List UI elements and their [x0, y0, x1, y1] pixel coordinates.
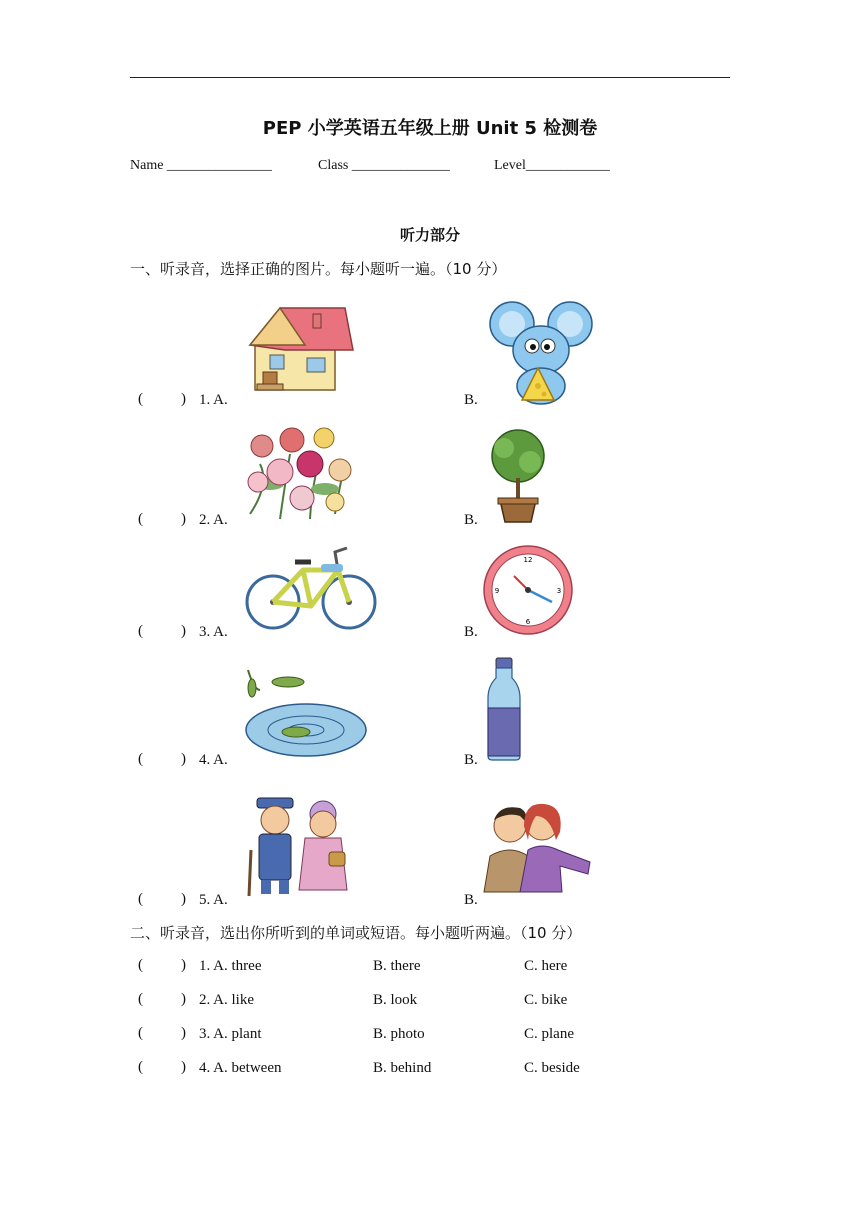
option-c: C. beside — [524, 1060, 580, 1076]
clock-icon[interactable] — [480, 542, 576, 638]
bike-icon[interactable] — [243, 540, 379, 632]
water-bottle-icon[interactable] — [484, 656, 524, 762]
level-field[interactable]: Level____________ — [494, 158, 610, 173]
option-b: B. there — [373, 958, 421, 974]
option-b: B. look — [373, 992, 418, 1008]
svg-text:9: 9 — [494, 587, 500, 595]
answer-bracket[interactable]: ( ) — [138, 991, 186, 1007]
option-b-label: B. — [464, 392, 478, 408]
answer-bracket[interactable]: ( ) — [138, 1025, 186, 1041]
listening-section-title: 听力部分 — [399, 226, 460, 244]
option-c: C. plane — [524, 1026, 574, 1042]
answer-bracket[interactable]: ( ) — [138, 511, 186, 527]
option-c: C. here — [524, 958, 568, 974]
svg-text:12: 12 — [523, 556, 533, 564]
option-b-label: B. — [464, 624, 478, 640]
page-title: PEP 小学英语五年级上册 Unit 5 检测卷 — [262, 118, 598, 139]
answer-bracket[interactable]: ( ) — [138, 751, 186, 767]
question-label: 1. A. — [199, 392, 228, 408]
mouse-icon[interactable] — [488, 298, 596, 408]
question-label: 4. A. — [199, 752, 228, 768]
option-b: B. photo — [373, 1026, 425, 1042]
part1-instruction: 一、听录音，选择正确的图片。每小题听一遍。（10 分） — [130, 260, 507, 278]
svg-text:3: 3 — [556, 587, 562, 595]
option-a: 3. A. plant — [199, 1026, 262, 1042]
option-b: B. behind — [373, 1060, 432, 1076]
option-c: C. bike — [524, 992, 568, 1008]
option-a: 2. A. like — [199, 992, 254, 1008]
flowers-icon[interactable] — [240, 424, 356, 522]
answer-bracket[interactable]: ( ) — [138, 957, 186, 973]
question-label: 2. A. — [199, 512, 228, 528]
option-b-label: B. — [464, 512, 478, 528]
leaf-water-icon[interactable] — [240, 660, 370, 764]
question-label: 5. A. — [199, 892, 228, 908]
answer-bracket[interactable]: ( ) — [138, 391, 186, 407]
potted-tree-icon[interactable] — [486, 428, 550, 524]
couple-icon[interactable] — [480, 796, 592, 894]
answer-bracket[interactable]: ( ) — [138, 891, 186, 907]
option-a: 4. A. between — [199, 1060, 282, 1076]
house-icon[interactable] — [245, 300, 355, 395]
top-rule — [130, 77, 730, 78]
svg-text:6: 6 — [525, 618, 531, 626]
option-b-label: B. — [464, 892, 478, 908]
option-b-label: B. — [464, 752, 478, 768]
answer-bracket[interactable]: ( ) — [138, 623, 186, 639]
option-a: 1. A. three — [199, 958, 262, 974]
class-field[interactable]: Class ______________ — [318, 158, 450, 173]
part2-instruction: 二、听录音，选出你所听到的单词或短语。每小题听两遍。（10 分） — [130, 924, 582, 942]
name-field[interactable]: Name _______________ — [130, 158, 272, 173]
question-label: 3. A. — [199, 624, 228, 640]
grandparents-icon[interactable] — [243, 790, 357, 900]
answer-bracket[interactable]: ( ) — [138, 1059, 186, 1075]
